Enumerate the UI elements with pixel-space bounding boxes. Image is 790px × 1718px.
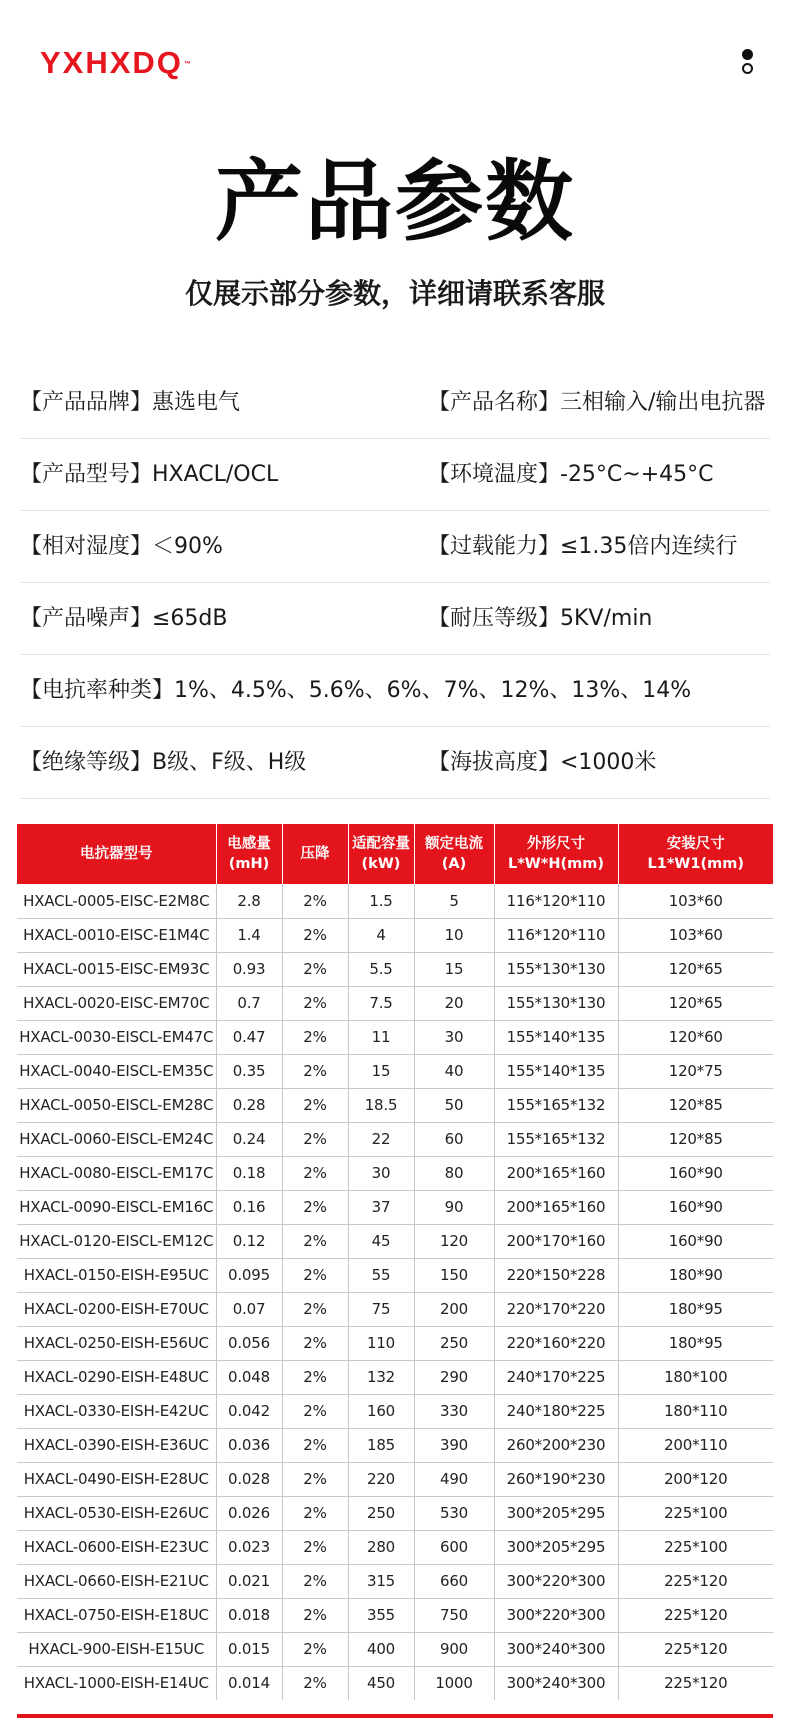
col-mount-size-cell: 120*75 [618,1054,773,1088]
col-dimensions-cell: 220*160*220 [494,1326,618,1360]
col-rated-current-cell: 530 [414,1496,494,1530]
col-mount-size-cell: 103*60 [618,918,773,952]
col-rated-current-cell: 330 [414,1394,494,1428]
spec-reactance-rates: 【电抗率种类】1%、4.5%、5.6%、6%、7%、12%、13%、14% [20,678,692,703]
col-mount-size-cell: 180*90 [618,1258,773,1292]
spec-altitude: 【海拔高度】<1000米 [428,750,657,775]
spec-noise: 【产品噪声】≤65dB [20,606,228,631]
table-row [17,1088,773,1122]
col-mount-size-cell: 200*110 [618,1428,773,1462]
table-row [17,1122,773,1156]
col-rated-current-cell: 50 [414,1088,494,1122]
header-unit: (kW) [361,856,401,872]
col-capacity-cell: 132 [348,1360,414,1394]
col-voltage-drop-cell: 2% [282,1326,348,1360]
table-row [17,1190,773,1224]
col-mount-size-cell: 180*95 [618,1292,773,1326]
col-inductance-cell: 0.28 [216,1088,282,1122]
col-mount-size-cell: 160*90 [618,1224,773,1258]
col-inductance-cell: 0.028 [216,1462,282,1496]
col-capacity-cell: 185 [348,1428,414,1462]
col-inductance-cell: 0.18 [216,1156,282,1190]
header-unit: (A) [441,856,467,872]
col-voltage-drop-cell: 2% [282,1088,348,1122]
col-dimensions-cell: 155*130*130 [494,986,618,1020]
more-menu-icon[interactable] [736,47,758,77]
col-inductance-cell: 0.93 [216,952,282,986]
col-model-cell: HXACL-0015-EISC-EM93C [17,952,216,986]
col-inductance-cell: 0.021 [216,1564,282,1598]
col-dimensions-cell: 300*205*295 [494,1530,618,1564]
table-row [17,918,773,952]
col-inductance-cell: 0.056 [216,1326,282,1360]
col-dimensions-cell: 155*140*135 [494,1054,618,1088]
col-capacity-cell: 250 [348,1496,414,1530]
menu-dot-filled [742,49,753,60]
col-dimensions-cell: 220*170*220 [494,1292,618,1326]
col-voltage-drop-cell: 2% [282,1462,348,1496]
col-inductance-cell: 0.7 [216,986,282,1020]
col-rated-current-cell: 200 [414,1292,494,1326]
col-voltage-drop-cell: 2% [282,1632,348,1666]
col-dimensions-cell: 155*140*135 [494,1020,618,1054]
table-row [17,1224,773,1258]
header-label: 安装尺寸 [666,836,725,852]
col-rated-current-cell: 90 [414,1190,494,1224]
col-rated-current-cell: 120 [414,1224,494,1258]
col-dimensions-cell: 200*165*160 [494,1156,618,1190]
col-model-cell: HXACL-900-EISH-E15UC [17,1632,216,1666]
col-capacity-cell: 1.5 [348,884,414,918]
col-dimensions-cell: 155*130*130 [494,952,618,986]
col-model-cell: HXACL-0080-EISCL-EM17C [17,1156,216,1190]
col-rated-current-cell: 600 [414,1530,494,1564]
col-voltage-drop-cell: 2% [282,952,348,986]
spec-ambient-temp: 【环境温度】-25°C~+45°C [428,462,714,487]
col-capacity-cell: 110 [348,1326,414,1360]
header-label: 电抗器型号 [80,846,153,862]
header-label: 适配容量 [352,836,410,852]
col-rated-current-cell: 10 [414,918,494,952]
col-model-cell: HXACL-0020-EISC-EM70C [17,986,216,1020]
spec-withstand-voltage: 【耐压等级】5KV/min [428,606,653,631]
col-mount-size-cell: 225*120 [618,1564,773,1598]
col-dimensions-cell: 200*165*160 [494,1190,618,1224]
table-row [17,1360,773,1394]
col-dimensions-cell: 300*205*295 [494,1496,618,1530]
col-rated-current-cell: 290 [414,1360,494,1394]
col-rated-current-cell: 390 [414,1428,494,1462]
col-mount-size-cell: 120*85 [618,1122,773,1156]
col-model-header [17,824,216,884]
col-rated-current-cell: 660 [414,1564,494,1598]
col-voltage-drop-cell: 2% [282,1292,348,1326]
col-voltage-drop-cell: 2% [282,1360,348,1394]
col-inductance-cell: 0.24 [216,1122,282,1156]
col-mount-size-header [618,824,773,884]
col-voltage-drop-cell: 2% [282,1496,348,1530]
col-capacity-cell: 18.5 [348,1088,414,1122]
col-capacity-cell: 15 [348,1054,414,1088]
col-voltage-drop-cell: 2% [282,1190,348,1224]
col-mount-size-cell: 160*90 [618,1190,773,1224]
col-mount-size-cell: 225*120 [618,1632,773,1666]
spec-overload: 【过载能力】≤1.35倍内连续行 [428,534,738,559]
table-row [17,1496,773,1530]
col-mount-size-cell: 200*120 [618,1462,773,1496]
col-rated-current-header [414,824,494,884]
page-header [0,0,790,120]
table-row [17,1326,773,1360]
col-mount-size-cell: 120*60 [618,1020,773,1054]
spec-row [20,511,770,583]
col-dimensions-cell: 155*165*132 [494,1122,618,1156]
col-model-cell: HXACL-0490-EISH-E28UC [17,1462,216,1496]
col-dimensions-cell: 300*240*300 [494,1632,618,1666]
col-voltage-drop-cell: 2% [282,1156,348,1190]
col-inductance-cell: 0.036 [216,1428,282,1462]
col-voltage-drop-cell: 2% [282,918,348,952]
col-mount-size-cell: 120*65 [618,986,773,1020]
col-capacity-cell: 400 [348,1632,414,1666]
col-dimensions-cell: 300*220*300 [494,1564,618,1598]
trademark-mark: ™ [183,61,191,68]
brand-logo[interactable]: YXHXDQ™ [40,45,191,80]
col-model-cell: HXACL-0600-EISH-E23UC [17,1530,216,1564]
col-capacity-cell: 5.5 [348,952,414,986]
spec-model: 【产品型号】HXACL/OCL [20,462,279,487]
header-unit: L*W*H(mm) [507,856,604,872]
col-inductance-cell: 0.015 [216,1632,282,1666]
table-row [17,884,773,918]
col-model-cell: HXACL-0150-EISH-E95UC [17,1258,216,1292]
col-dimensions-cell: 200*170*160 [494,1224,618,1258]
col-capacity-cell: 75 [348,1292,414,1326]
col-voltage-drop-header [282,824,348,884]
col-model-cell: HXACL-0040-EISCL-EM35C [17,1054,216,1088]
col-inductance-cell: 0.026 [216,1496,282,1530]
col-dimensions-cell: 260*190*230 [494,1462,618,1496]
col-inductance-cell: 1.4 [216,918,282,952]
col-voltage-drop-cell: 2% [282,1122,348,1156]
col-dimensions-cell: 240*180*225 [494,1394,618,1428]
col-model-cell: HXACL-0660-EISH-E21UC [17,1564,216,1598]
col-model-cell: HXACL-0250-EISH-E56UC [17,1326,216,1360]
col-mount-size-cell: 225*100 [618,1496,773,1530]
table-row [17,1564,773,1598]
col-inductance-cell: 0.16 [216,1190,282,1224]
spec-product-name: 【产品名称】三相输入/输出电抗器 [428,390,766,415]
table-row [17,1292,773,1326]
col-capacity-cell: 11 [348,1020,414,1054]
table-row [17,952,773,986]
col-capacity-cell: 315 [348,1564,414,1598]
col-rated-current-cell: 750 [414,1598,494,1632]
col-rated-current-cell: 20 [414,986,494,1020]
col-dimensions-cell: 116*120*110 [494,918,618,952]
spec-humidity: 【相对湿度】＜90% [20,534,223,559]
col-model-cell: HXACL-0330-EISH-E42UC [17,1394,216,1428]
col-capacity-cell: 220 [348,1462,414,1496]
col-dimensions-header [494,824,618,884]
table-header-row [17,824,773,884]
col-model-cell: HXACL-0750-EISH-E18UC [17,1598,216,1632]
col-inductance-cell: 0.47 [216,1020,282,1054]
col-voltage-drop-cell: 2% [282,1394,348,1428]
col-inductance-cell: 0.07 [216,1292,282,1326]
table-row [17,1258,773,1292]
col-capacity-cell: 45 [348,1224,414,1258]
header-unit: L1*W1(mm) [647,856,744,872]
col-rated-current-cell: 60 [414,1122,494,1156]
table-row [17,1462,773,1496]
header-label: 电感量 [227,836,271,852]
col-model-cell: HXACL-0200-EISH-E70UC [17,1292,216,1326]
header-label: 额定电流 [425,836,483,852]
col-inductance-cell: 0.023 [216,1530,282,1564]
col-model-cell: HXACL-0390-EISH-E36UC [17,1428,216,1462]
table-row [17,1394,773,1428]
col-capacity-cell: 160 [348,1394,414,1428]
col-model-cell: HXACL-0030-EISCL-EM47C [17,1020,216,1054]
col-voltage-drop-cell: 2% [282,1224,348,1258]
col-inductance-cell: 0.048 [216,1360,282,1394]
col-mount-size-cell: 180*100 [618,1360,773,1394]
col-voltage-drop-cell: 2% [282,986,348,1020]
col-mount-size-cell: 180*110 [618,1394,773,1428]
col-capacity-cell: 4 [348,918,414,952]
table-row [17,1632,773,1666]
spec-row [20,439,770,511]
col-inductance-cell: 0.12 [216,1224,282,1258]
col-capacity-cell: 450 [348,1666,414,1700]
col-rated-current-cell: 80 [414,1156,494,1190]
col-inductance-cell: 0.018 [216,1598,282,1632]
col-mount-size-cell: 120*85 [618,1088,773,1122]
col-voltage-drop-cell: 2% [282,1598,348,1632]
spec-insulation: 【绝缘等级】B级、F级、H级 [20,750,307,775]
col-rated-current-cell: 15 [414,952,494,986]
col-model-cell: HXACL-0010-EISC-E1M4C [17,918,216,952]
col-mount-size-cell: 103*60 [618,884,773,918]
col-model-cell: HXACL-0120-EISCL-EM12C [17,1224,216,1258]
spec-row [20,367,770,439]
col-mount-size-cell: 225*120 [664,1674,728,1693]
col-rated-current-cell: 490 [414,1462,494,1496]
col-inductance-cell: 2.8 [216,884,282,918]
col-rated-current-cell: 150 [414,1258,494,1292]
col-mount-size-cell: 225*120 [618,1598,773,1632]
col-voltage-drop-cell: 2% [282,1428,348,1462]
col-dimensions-cell: 155*165*132 [494,1088,618,1122]
col-model-cell: HXACL-1000-EISH-E14UC [17,1666,216,1700]
spec-list [20,367,770,799]
col-dimensions-cell: 260*200*230 [494,1428,618,1462]
spec-row [20,583,770,655]
table-row [17,1530,773,1564]
col-voltage-drop-cell: 2% [282,1530,348,1564]
col-dimensions-cell: 300*240*300 [494,1666,618,1700]
col-inductance-header [216,824,282,884]
col-model-cell: HXACL-0530-EISH-E26UC [17,1496,216,1530]
col-rated-current-cell: 900 [414,1632,494,1666]
col-rated-current-cell: 30 [414,1020,494,1054]
col-voltage-drop-cell: 2% [282,1564,348,1598]
table-row [17,1020,773,1054]
col-mount-size-cell: 120*65 [618,952,773,986]
col-model-cell: HXACL-0050-EISCL-EM28C [17,1088,216,1122]
col-capacity-cell: 22 [348,1122,414,1156]
spec-row [20,727,770,799]
col-rated-current-cell: 1000 [414,1666,494,1700]
col-mount-size-cell: 160*90 [618,1156,773,1190]
table-row [17,1666,773,1700]
col-model-cell: HXACL-0060-EISCL-EM24C [17,1122,216,1156]
col-capacity-cell: 7.5 [348,986,414,1020]
parameter-table [17,824,773,1700]
col-model-cell: HXACL-0090-EISCL-EM16C [17,1190,216,1224]
col-inductance-cell: 0.35 [216,1054,282,1088]
col-voltage-drop-cell: 2% [282,884,348,918]
table-row [17,1428,773,1462]
col-inductance-cell: 0.014 [216,1666,282,1700]
col-capacity-cell: 30 [348,1156,414,1190]
page-title: 产品参数 [214,150,575,253]
col-rated-current-cell: 5 [414,884,494,918]
col-rated-current-cell: 250 [414,1326,494,1360]
spec-brand: 【产品品牌】惠选电气 [20,390,241,415]
col-voltage-drop-cell: 2% [282,1054,348,1088]
col-dimensions-cell: 220*150*228 [494,1258,618,1292]
col-model-cell: HXACL-0005-EISC-E2M8C [17,884,216,918]
col-voltage-drop-cell: 2% [282,1258,348,1292]
table-bottom-bar [17,1714,773,1718]
col-dimensions-cell: 300*220*300 [494,1598,618,1632]
col-inductance-cell: 0.042 [216,1394,282,1428]
col-voltage-drop-cell: 2% [282,1020,348,1054]
header-unit: (mH) [228,856,270,872]
table-row [17,1054,773,1088]
col-voltage-drop-cell: 2% [282,1666,348,1700]
menu-dot-outline [742,63,753,74]
table-row [17,1156,773,1190]
header-label: 外形尺寸 [527,836,585,852]
col-inductance-cell: 0.095 [216,1258,282,1292]
table-row [17,986,773,1020]
col-mount-size-cell: 225*100 [618,1530,773,1564]
col-capacity-cell: 355 [348,1598,414,1632]
header-label: 压降 [300,846,330,862]
col-capacity-header [348,824,414,884]
col-mount-size-cell: 180*95 [618,1326,773,1360]
page-subtitle: 仅展示部分参数，详细请联系客服 [184,277,605,310]
col-rated-current-cell: 40 [414,1054,494,1088]
col-dimensions-cell: 240*170*225 [494,1360,618,1394]
table-row [17,1598,773,1632]
col-capacity-cell: 37 [348,1190,414,1224]
col-dimensions-cell: 116*120*110 [494,884,618,918]
col-capacity-cell: 280 [348,1530,414,1564]
spec-row [20,655,770,727]
col-capacity-cell: 55 [348,1258,414,1292]
col-model-cell: HXACL-0290-EISH-E48UC [17,1360,216,1394]
